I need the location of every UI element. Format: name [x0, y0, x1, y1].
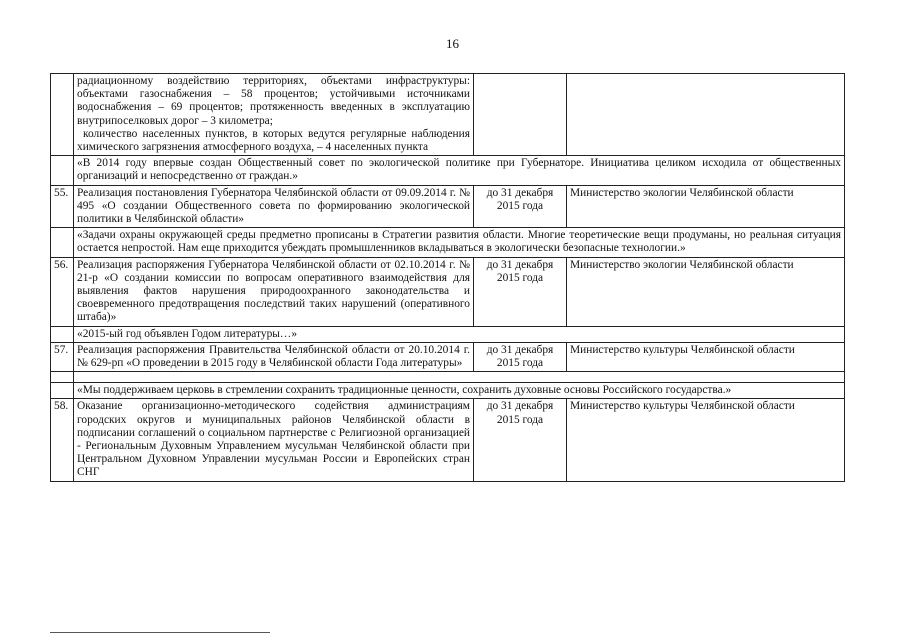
executor: Министерство экологии Челябинской области [567, 185, 845, 228]
measure-description: Реализация распоряжения Правительства Челябинской области от 20.10.2014 г. № 629-рп «О проведении в 2015 году в Челябинской области Года литературы» [74, 342, 474, 371]
action-plan-table [50, 73, 845, 482]
table-row [51, 257, 845, 326]
footnote-separator [50, 632, 270, 633]
executor: Министерство экологии Челябинской области [567, 257, 845, 326]
executor: Министерство культуры Челябинской области [567, 399, 845, 481]
table-row [51, 342, 845, 371]
page-number: 16 [446, 36, 459, 51]
table-row [51, 399, 845, 481]
table-row [51, 185, 845, 228]
quote-text: «В 2014 году впервые создан Общественный совет по экологической политике при Губернаторе. Инициатива целиком исходила от общественных организаций и непосредственно от граждан.» [74, 156, 845, 185]
measure-description: Реализация постановления Губернатора Челябинской области от 09.09.2014 г. № 495 «О создании Общественного совета по формированию экологической политики в Челябинской области» [74, 185, 474, 228]
blank-cell [74, 372, 845, 383]
row-number-cell [51, 156, 74, 185]
measure-description: Реализация распоряжения Губернатора Челябинской области от 02.10.2014 г. № 21-р «О создании комиссии по вопросам оперативного взаимодействия для выявления фактов нарушения природоохранного законодательства и своевременного предотвращения последствий таких нарушений (оперативного штаба)» [74, 257, 474, 326]
row-number: 56. [51, 257, 74, 326]
executor-cell [567, 74, 845, 156]
deadline: до 31 декабря 2015 года [474, 399, 567, 481]
quote-text: «Мы поддерживаем церковь в стремлении сохранить традиционные ценности, сохранить духовные основы Российского государства.» [74, 383, 845, 399]
row-number: 55. [51, 185, 74, 228]
carry-over-paragraph: количество населенных пунктов, в которых ведутся регулярные наблюдения химического загрязнения атмосферного воздуха, – 4 населенных пункта [77, 127, 470, 154]
table-row [51, 74, 845, 156]
deadline-cell [474, 74, 567, 156]
row-number: 57. [51, 342, 74, 371]
executor: Министерство культуры Челябинской области [567, 342, 845, 371]
carry-over-cell [74, 74, 474, 156]
quote-text: «Задачи охраны окружающей среды предметно прописаны в Стратегии развития области. Многие теоретические вещи продуманы, но реальная ситуация остается непростой. Нам еще приходится убеждать промышленников вкладываться в экологически безопасные технологии.» [74, 228, 845, 257]
quote-row [51, 156, 845, 185]
deadline: до 31 декабря 2015 года [474, 342, 567, 371]
quote-row [51, 228, 845, 257]
deadline: до 31 декабря 2015 года [474, 257, 567, 326]
row-number-cell [51, 228, 74, 257]
row-number-cell [51, 74, 74, 156]
quote-text: «2015-ый год объявлен Годом литературы…» [74, 326, 845, 342]
carry-over-paragraph: радиационному воздействию территориях, объектами инфраструктуры: объектами газоснабжения – 58 процентов; устойчивыми источниками водоснабжения – 69 процентов; протяженность введенных в эксплуатацию внутрипоселковых дорог – 3 километра; [77, 75, 470, 127]
measure-description: Оказание организационно-методического содействия администрациям городских округов и муниципальных районов Челябинской области в подписании соглашений о социальном партнерстве с Религиозной организацией - Региональным Духовным Управлением мусульман Челябинской области при Центральном Духовном Управлении мусульман России и Европейских стран СНГ [74, 399, 474, 481]
blank-cell [51, 372, 74, 383]
blank-row [51, 372, 845, 383]
quote-row [51, 326, 845, 342]
row-number-cell [51, 383, 74, 399]
deadline: до 31 декабря 2015 года [474, 185, 567, 228]
row-number: 58. [51, 399, 74, 481]
row-number-cell [51, 326, 74, 342]
quote-row [51, 383, 845, 399]
